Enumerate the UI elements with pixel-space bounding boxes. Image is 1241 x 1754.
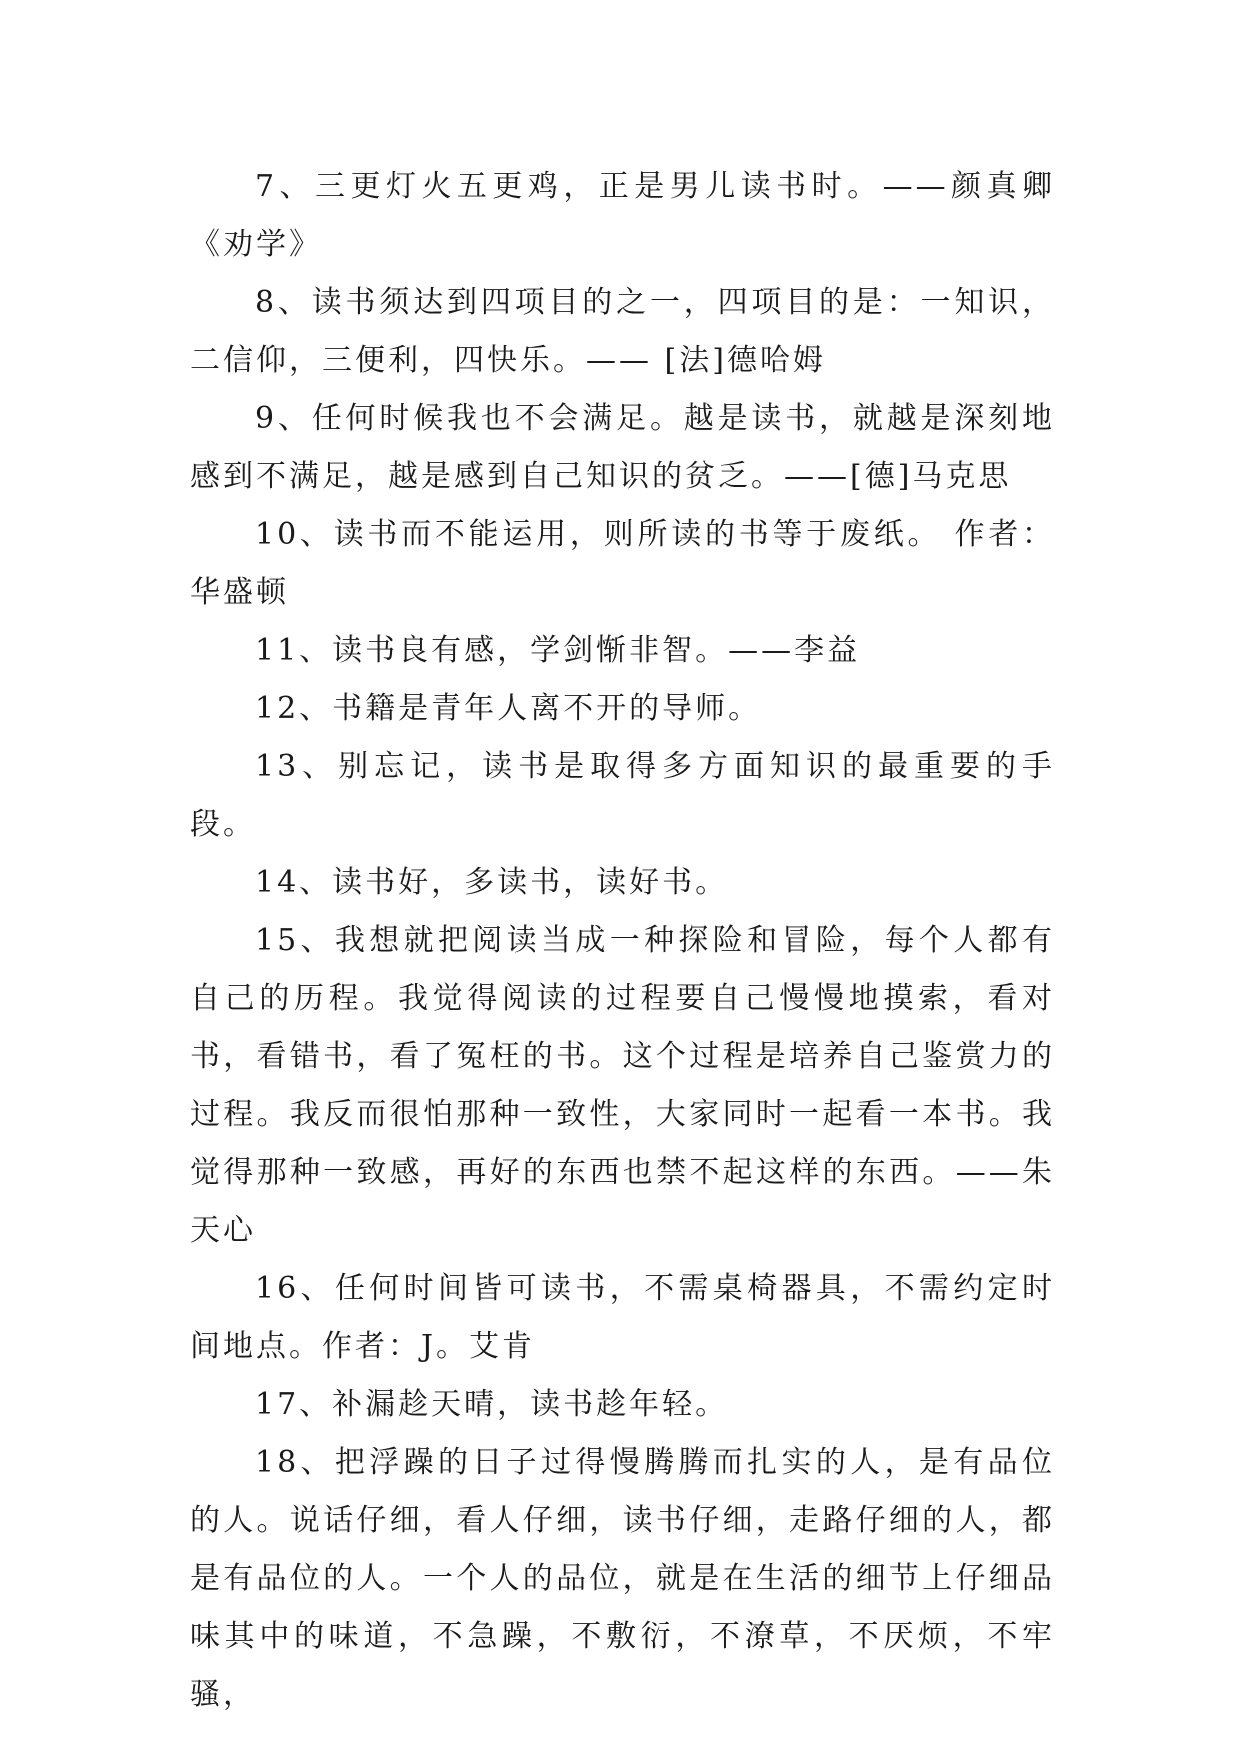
quote-paragraph-12: 12、书籍是青年人离不开的导师。 <box>255 691 762 726</box>
quote-paragraph-14: 14、读书好，多读书，读好书。 <box>255 865 729 900</box>
quote-paragraph-15: 15、我想就把阅读当成一种探险和冒险，每个人都有自己的历程。我觉得阅读的过程要自己慢慢地摸索，看对书，看错书，看了冤枉的书。这个过程是培养自己鉴赏力的过程。我反而很怕那种一致性，大家同时一起看一本书。我觉得那种一致感，再好的东西也禁不起这样的东西。——朱天心 <box>190 923 1055 1248</box>
quote-paragraph-17: 17、补漏趁天晴，读书趁年轻。 <box>255 1387 729 1422</box>
quote-paragraph-13: 13、别忘记，读书是取得多方面知识的最重要的手段。 <box>190 749 1055 842</box>
quote-paragraph-16: 16、任何时间皆可读书，不需桌椅器具，不需约定时间地点。作者：J。艾肯 <box>190 1271 1055 1364</box>
quote-paragraph-8: 8、读书须达到四项目的之一，四项目的是：一知识，二信仰，三便利，四快乐。—— [法]德哈姆 <box>190 285 1055 378</box>
quote-paragraph-9: 9、任何时候我也不会满足。越是读书，就越是深刻地感到不满足，越是感到自己知识的贫乏。——[德]马克思 <box>190 401 1055 494</box>
document-page <box>190 158 1055 1724</box>
quote-paragraph-18: 18、把浮躁的日子过得慢腾腾而扎实的人，是有品位的人。说话仔细，看人仔细，读书仔细，走路仔细的人，都是有品位的人。一个人的品位，就是在生活的细节上仔细品味其中的味道，不急躁，不敷衍，不潦草，不厌烦，不牢骚， <box>190 1445 1055 1712</box>
quote-paragraph-7: 7、三更灯火五更鸡，正是男儿读书时。——颜真卿《劝学》 <box>190 169 1055 262</box>
quote-paragraph-11: 11、读书良有感，学剑惭非智。——李益 <box>255 633 861 668</box>
quote-paragraph-10: 10、读书而不能运用，则所读的书等于废纸。 作者：华盛顿 <box>190 517 1055 610</box>
